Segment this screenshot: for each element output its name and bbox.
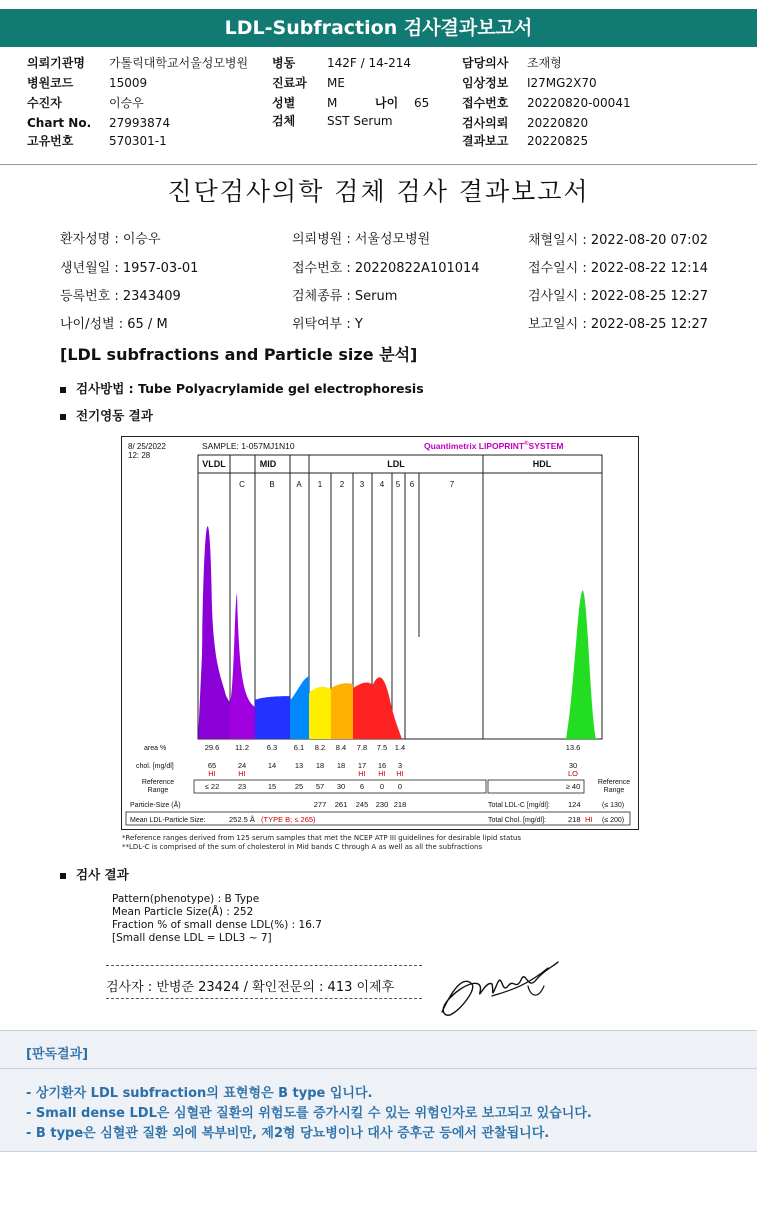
- chart-sample-id: SAMPLE: 1-057MJ1N10: [202, 441, 295, 451]
- chol-value: 24: [237, 761, 247, 770]
- peak-ldl1: [309, 687, 331, 739]
- header-label: 임상정보: [462, 76, 509, 90]
- analysis-section-title: [LDL subfractions and Particle size 분석]: [60, 345, 418, 364]
- total-chol-ref: (≤ 200): [602, 817, 625, 824]
- total-chol-value: 218: [568, 815, 581, 824]
- interpretation-line-3: - B type은 심혈관 질환 외에 복부비만, 제2형 당뇨병이나 대사 증후군 등에서 관찰됩니다.: [26, 1126, 550, 1141]
- result-small-dense-def: [Small dense LDL = LDL3 ~ 7]: [112, 932, 272, 944]
- info-registration: 등록번호 : 2343409: [60, 289, 181, 304]
- interpretation-line-1: - 상기환자 LDL subfraction의 표현형은 B type 입니다.: [26, 1086, 373, 1101]
- plot-frame: [198, 455, 602, 739]
- info-hospital: 의뢰병원 : 서울성모병원: [292, 232, 431, 247]
- info-age-sex: 나이/성별 : 65 / M: [60, 317, 168, 332]
- particle-value: 245: [355, 800, 369, 809]
- ref-value: 6: [359, 782, 365, 791]
- row-label-area: area %: [144, 745, 167, 752]
- header-value: 가톨릭대학교서울성모병원: [109, 56, 249, 70]
- chol-value: 3: [397, 761, 403, 770]
- area-value: 6.1: [293, 743, 305, 752]
- electrophoresis-title: 전기영동 결과: [76, 408, 153, 423]
- group-label-hdl: HDL: [532, 459, 552, 469]
- interpretation-line-2: - Small dense LDL은 심혈관 질환의 위험도를 증가시킬 수 있는 위험인자로 보고되고 있습니다.: [26, 1106, 592, 1121]
- peak-vldl: [198, 526, 230, 739]
- document-title: 진단검사의학 검체 검사 결과보고서: [167, 177, 590, 206]
- band-label: A: [296, 480, 302, 489]
- band-label: B: [269, 480, 275, 489]
- band-label: 5: [395, 480, 401, 489]
- divider: [0, 164, 757, 165]
- band-label: 4: [379, 480, 385, 489]
- header-value: 20220820: [527, 116, 589, 130]
- flag-value: HI: [396, 769, 404, 778]
- area-value: 29.6: [204, 743, 220, 752]
- header-value: ME: [327, 76, 345, 90]
- area-value: 6.3: [266, 743, 278, 752]
- ref-label-line-2: Range: [147, 787, 169, 794]
- header-value: I27MG2X70: [527, 76, 597, 90]
- ref-value: 0: [397, 782, 403, 791]
- ref-value: 30: [336, 782, 346, 791]
- chol-value: 14: [267, 761, 277, 770]
- header-value: 27993874: [109, 116, 171, 130]
- mean-size-label: Mean LDL-Particle Size:: [130, 817, 206, 824]
- particle-value: 230: [375, 800, 389, 809]
- header-value: 조재형: [527, 56, 562, 70]
- ref-value: 23: [237, 782, 247, 791]
- header-label: 성별: [272, 96, 296, 110]
- group-label-ldl: LDL: [387, 459, 405, 469]
- area-value: 11.2: [234, 743, 250, 752]
- header-value: SST Serum: [327, 114, 393, 128]
- area-value: 13.6: [565, 743, 581, 752]
- mean-type: (TYPE B; ≤ 265): [261, 815, 316, 824]
- info-accession: 접수번호 : 20220822A101014: [292, 261, 480, 276]
- footnote-2: **LDL-C is comprised of the sum of cholesterol in Mid bands C through A as well as all the subfractions: [122, 843, 483, 851]
- method-text: 검사방법 : Tube Polyacrylamide gel electrophoresis: [76, 381, 424, 396]
- header-label: 접수번호: [462, 96, 509, 110]
- chart-time: 12: 28: [128, 451, 151, 460]
- header-label: 의뢰기관명: [27, 56, 85, 70]
- flag-value: HI: [238, 769, 246, 778]
- header-label: 결과보고: [462, 134, 509, 148]
- ref-label-right-line-2: Range: [603, 787, 625, 794]
- dashed-divider: [106, 965, 422, 966]
- mean-size-value: 252.5 Å: [229, 815, 255, 824]
- bullet-icon: [60, 387, 66, 393]
- signature-image: [432, 956, 562, 1022]
- band-label: 3: [359, 480, 365, 489]
- header-label: 검체: [272, 114, 296, 128]
- header-value: 20220825: [527, 134, 589, 148]
- ref-value: 15: [267, 782, 277, 791]
- group-label-vldl: VLDL: [202, 459, 226, 469]
- flag-value: HI: [208, 769, 216, 778]
- ref-value: 0: [379, 782, 385, 791]
- ref-label-right-line-1: Reference: [597, 779, 631, 786]
- peak-mid-a: [290, 677, 309, 739]
- report-title-bar: LDL-Subfraction 검사결과보고서: [0, 9, 757, 47]
- chol-value: 16: [377, 761, 387, 770]
- flag-value: HI: [378, 769, 386, 778]
- header-value: 142F / 14-214: [327, 56, 411, 70]
- header-value: 15009: [109, 76, 148, 90]
- info-birthdate: 생년월일 : 1957-03-01: [60, 261, 199, 276]
- ref-label-line-1: Reference: [141, 779, 175, 786]
- header-value: 이승우: [109, 96, 144, 110]
- info-name: 환자성명 : 이승우: [60, 232, 161, 247]
- method-line: [60, 379, 424, 397]
- header-label: 병원코드: [27, 76, 74, 90]
- result-small-dense-fraction: Fraction % of small dense LDL(%) : 16.7: [112, 919, 322, 931]
- area-value: 7.8: [356, 743, 368, 752]
- band-label: 2: [339, 480, 345, 489]
- row-label-chol: chol. [mg/dl]: [136, 763, 174, 770]
- chol-value: 17: [357, 761, 367, 770]
- lipoprint-chart-svg: [122, 437, 640, 831]
- chol-value: 18: [315, 761, 325, 770]
- header-label: 담당의사: [462, 56, 509, 70]
- interpretation-title: [판독결과]: [26, 1047, 89, 1062]
- info-reported: 보고일시 : 2022-08-25 12:27: [528, 317, 709, 332]
- footnote-1: *Reference ranges derived from 125 serum samples that met the NCEP ATP III guidelines for desirable lipid status: [122, 834, 522, 842]
- result-pattern: Pattern(phenotype) : B Type: [112, 893, 260, 905]
- header-label: 진료과: [272, 76, 307, 90]
- lipoprint-chart: [121, 436, 639, 830]
- chol-value: 13: [294, 761, 304, 770]
- chart-date: 8/ 25/2022: [128, 442, 166, 451]
- area-value: 1.4: [394, 743, 406, 752]
- examiner-line: 검사자 : 반병준 23424 / 확인전문의 : 413 이제후: [106, 980, 395, 995]
- total-ldl-label: Total LDL-C [mg/dl]:: [488, 802, 550, 809]
- info-received: 접수일시 : 2022-08-22 12:14: [528, 261, 709, 276]
- particle-value: 218: [393, 800, 407, 809]
- result-heading: [60, 865, 129, 883]
- band-label: C: [239, 480, 245, 489]
- ref-value: ≥ 40: [565, 782, 581, 791]
- flag-value: HI: [358, 769, 366, 778]
- info-outsourced: 위탁여부 : Y: [292, 317, 363, 332]
- area-value: 8.2: [314, 743, 326, 752]
- info-specimen: 검체종류 : Serum: [292, 289, 398, 304]
- area-value: 7.5: [376, 743, 388, 752]
- row-label-particle: Particle-Size (Å): [130, 802, 181, 809]
- header-value: M: [327, 96, 338, 110]
- bullet-icon: [60, 873, 66, 879]
- divider: [0, 1068, 757, 1069]
- peak-ldl2: [331, 683, 353, 739]
- total-chol-label: Total Chol. [mg/dl]:: [488, 817, 546, 824]
- total-ldl-ref: (≤ 130): [602, 802, 625, 809]
- chol-value: 18: [336, 761, 346, 770]
- ref-value: 25: [294, 782, 304, 791]
- peak-ldl3: [353, 682, 372, 739]
- dashed-divider: [106, 998, 422, 999]
- info-collected: 채혈일시 : 2022-08-20 07:02: [528, 233, 709, 248]
- peak-mid-b: [255, 696, 290, 739]
- result-mean-size: Mean Particle Size(Å) : 252: [112, 906, 254, 918]
- chart-brand: Quantimetrix LIPOPRINT®SYSTEM: [424, 441, 564, 451]
- total-ldl-value: 124: [568, 800, 581, 809]
- info-tested: 검사일시 : 2022-08-25 12:27: [528, 289, 709, 304]
- peak-hdl: [566, 590, 596, 739]
- ref-value: ≤ 22: [204, 782, 220, 791]
- band-label: 6: [409, 480, 415, 489]
- area-value: 8.4: [335, 743, 347, 752]
- header-label: 나이: [375, 96, 399, 110]
- header-label: 고유번호: [27, 134, 74, 148]
- total-chol-flag: HI: [585, 815, 593, 824]
- bullet-icon: [60, 414, 66, 420]
- header-label: 검사의뢰: [462, 116, 509, 130]
- chol-value: 30: [568, 761, 578, 770]
- header-value: 20220820-00041: [527, 96, 631, 110]
- group-label-mid: MID: [259, 459, 277, 469]
- peak-mid-c: [230, 594, 255, 739]
- result-title: 검사 결과: [76, 867, 129, 882]
- peak-ldl4: [372, 677, 402, 739]
- electrophoresis-heading: [60, 406, 153, 424]
- header-value: 65: [414, 96, 430, 110]
- band-label: 7: [449, 480, 455, 489]
- flag-value: LO: [567, 769, 579, 778]
- chol-value: 65: [207, 761, 217, 770]
- band-label: 1: [317, 480, 323, 489]
- ref-value: 57: [315, 782, 325, 791]
- header-label: 병동: [272, 56, 296, 70]
- particle-value: 277: [313, 800, 327, 809]
- particle-value: 261: [334, 800, 348, 809]
- header-label: 수진자: [27, 96, 62, 110]
- header-label: Chart No.: [27, 116, 92, 130]
- header-value: 570301-1: [109, 134, 167, 148]
